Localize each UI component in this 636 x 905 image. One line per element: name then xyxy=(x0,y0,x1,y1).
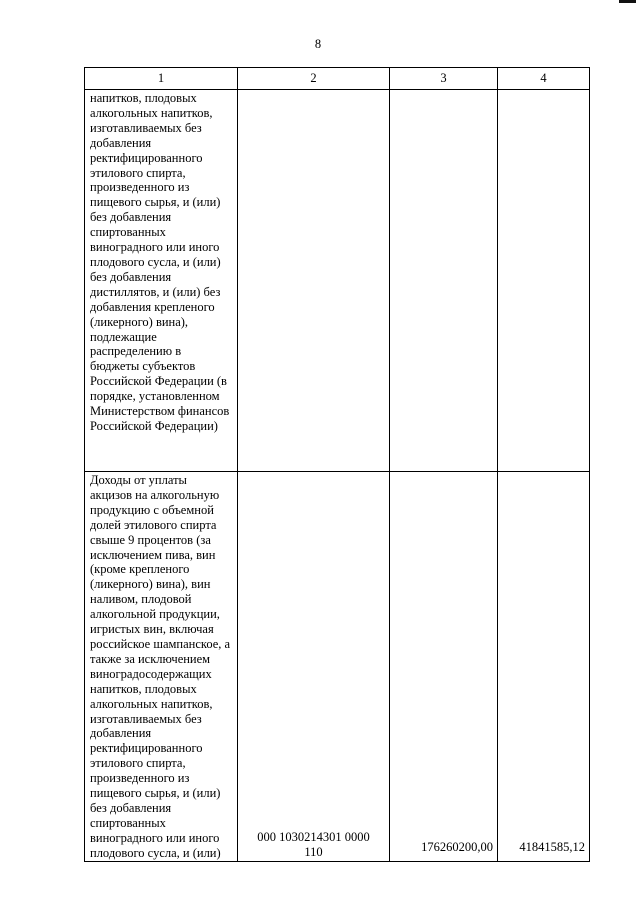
row-amount-plan-cell: 176260200,00 xyxy=(390,472,498,862)
row-code-cell xyxy=(238,90,390,472)
table-header-row xyxy=(85,68,590,90)
corner-mark xyxy=(619,0,636,3)
column-header-1: 1 xyxy=(85,68,238,90)
column-header-3: 3 xyxy=(390,68,498,90)
row-code-cell xyxy=(238,472,390,862)
row-code-text: 000 1030214301 0000 110 xyxy=(257,829,370,859)
row-amount-fact-cell: 41841585,12 xyxy=(498,472,590,862)
column-header-4: 4 xyxy=(498,68,590,90)
row-amount-plan-cell xyxy=(390,90,498,472)
row-amount-fact-cell xyxy=(498,90,590,472)
page-number: 8 xyxy=(314,37,322,51)
row-description-text: напитков, плодовых алкогольных напитков, изготавливаемых без добавления ректифицированного этилового спирта, произведенного из пищевого сырья, и (или) без добавления спиртованных виноградного или иного плодового сусла, и (или) без добавления дистиллятов, и (или) без добавления крепленого (ликерного) вина), подлежащие распределению в бюджеты субъектов Российской Федерации (в порядке, установленном Министерством финансов Российской Федерации) xyxy=(90,91,230,433)
table-row xyxy=(85,472,590,862)
row-description-text: Доходы от уплаты акцизов на алкогольную продукцию с объемной долей этилового спирта свыше 9 процентов (за исключением пива, вин (кроме крепленого (ликерного) вина), вин наливом, плодовой алкогольной продукции, игристых вин, включая российское шампанское, а также за исключением виноградосодержащих напитков, плодовых алкогольных напитков, изготавливаемых без добавления ректифицированного этилового спирта, произведенного из пищевого сырья, и (или) без добавления спиртованных виноградного или иного плодового сусла, и (или) xyxy=(90,473,231,860)
row-description-cell xyxy=(85,90,238,472)
column-header-2: 2 xyxy=(238,68,390,90)
table-row xyxy=(85,90,590,472)
budget-revenue-table xyxy=(84,67,590,862)
row-description-cell xyxy=(85,472,238,862)
